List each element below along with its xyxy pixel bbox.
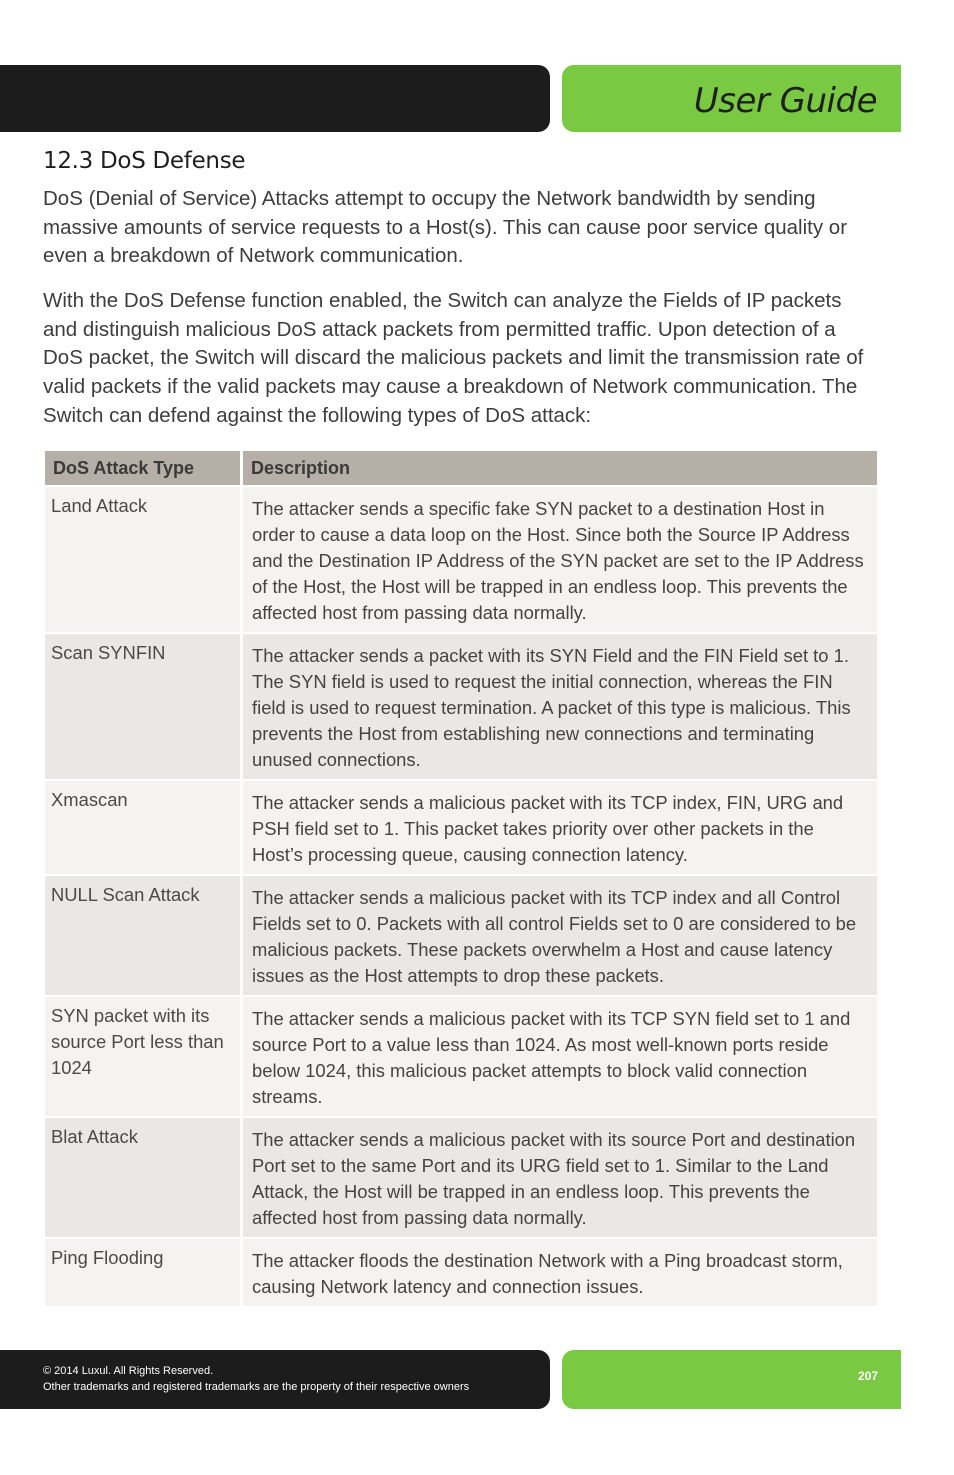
- table-row: [45, 487, 877, 634]
- dos-attack-table: [45, 451, 877, 1308]
- attack-description-cell: The attacker floods the destination Network with a Ping broadcast storm, causing Network latency and connection issues.: [243, 1239, 877, 1308]
- page-number: 207: [857, 1369, 878, 1383]
- intro-paragraph: DoS (Denial of Service) Attacks attempt to occupy the Network bandwidth by sending massive amounts of service requests to a Host(s). This can cause poor service quality or even a breakdown of Network communication.: [43, 187, 848, 268]
- trademark-notice: Other trademarks and registered trademarks are the property of their respective owners: [43, 1381, 470, 1393]
- table-row: [45, 876, 877, 997]
- attack-type-cell: Ping Flooding: [45, 1239, 243, 1308]
- table-row: [45, 1118, 877, 1239]
- table-row: [45, 634, 877, 781]
- defense-paragraph: With the DoS Defense function enabled, the Switch can analyze the Fields of IP packets and distinguish malicious DoS attack packets from permitted traffic. Upon detection of a DoS packet, the Switch will discard the malicious packets and limit the transmission rate of valid packets if the valid packets may cause a breakdown of Network communication. The Switch can defend against the following types of DoS attack:: [43, 289, 864, 427]
- attack-type-cell: NULL Scan Attack: [45, 876, 243, 997]
- table-row: [45, 1239, 877, 1308]
- attack-description-cell: The attacker sends a malicious packet with its TCP SYN field set to 1 and source Port to a value less than 1024. As most well-known ports reside below 1024, this malicious packet attempts to block valid connection streams.: [243, 997, 877, 1118]
- table-row: [45, 997, 877, 1118]
- attack-description-cell: The attacker sends a packet with its SYN Field and the FIN Field set to 1. The SYN field is used to request the initial connection, whereas the FIN field is used to request termination. A packet of this type is malicious. This prevents the Host from establishing new connections and terminating unused connections.: [243, 634, 877, 781]
- attack-description-cell: The attacker sends a specific fake SYN packet to a destination Host in order to cause a data loop on the Host. Since both the Source IP Address and the Destination IP Address of the SYN packet are set to the IP Address of the Host, the Host will be trapped in an endless loop. This prevents the affected host from passing data normally.: [243, 487, 877, 634]
- footer-legal-text: [43, 1363, 469, 1395]
- copyright-notice: © 2014 Luxul. All Rights Reserved.: [43, 1365, 214, 1377]
- column-header-description: Description: [243, 451, 877, 487]
- header-black-bar: [0, 65, 550, 132]
- attack-type-cell: Xmascan: [45, 781, 243, 876]
- attack-description-cell: The attacker sends a malicious packet with its TCP index and all Control Fields set to 0. Packets with all control Fields set to 0 are considered to be malicious packets. These packets overwhelm a Host and cause latency issues as the Host attempts to drop these packets.: [243, 876, 877, 997]
- footer-black-bar: [0, 1350, 550, 1409]
- header-green-bar: [562, 65, 901, 132]
- column-header-type: DoS Attack Type: [45, 451, 243, 487]
- attack-description-cell: The attacker sends a malicious packet with its TCP index, FIN, URG and PSH field set to 1. This packet takes priority over other packets in the Host’s processing queue, causing connection latency.: [243, 781, 877, 876]
- table-header-row: [45, 451, 877, 487]
- footer-green-bar: [562, 1350, 901, 1409]
- attack-type-cell: Scan SYNFIN: [45, 634, 243, 781]
- attack-description-cell: The attacker sends a malicious packet with its source Port and destination Port set to the same Port and its URG field set to 1. Similar to the Land Attack, the Host will be trapped in an endless loop. This prevents the affected host from passing data normally.: [243, 1118, 877, 1239]
- document-title: User Guide: [693, 81, 877, 121]
- table-row: [45, 781, 877, 876]
- section-title: 12.3 DoS Defense: [43, 148, 246, 174]
- attack-type-cell: Land Attack: [45, 487, 243, 634]
- attack-type-cell: SYN packet with its source Port less than 1024: [45, 997, 243, 1118]
- attack-type-cell: Blat Attack: [45, 1118, 243, 1239]
